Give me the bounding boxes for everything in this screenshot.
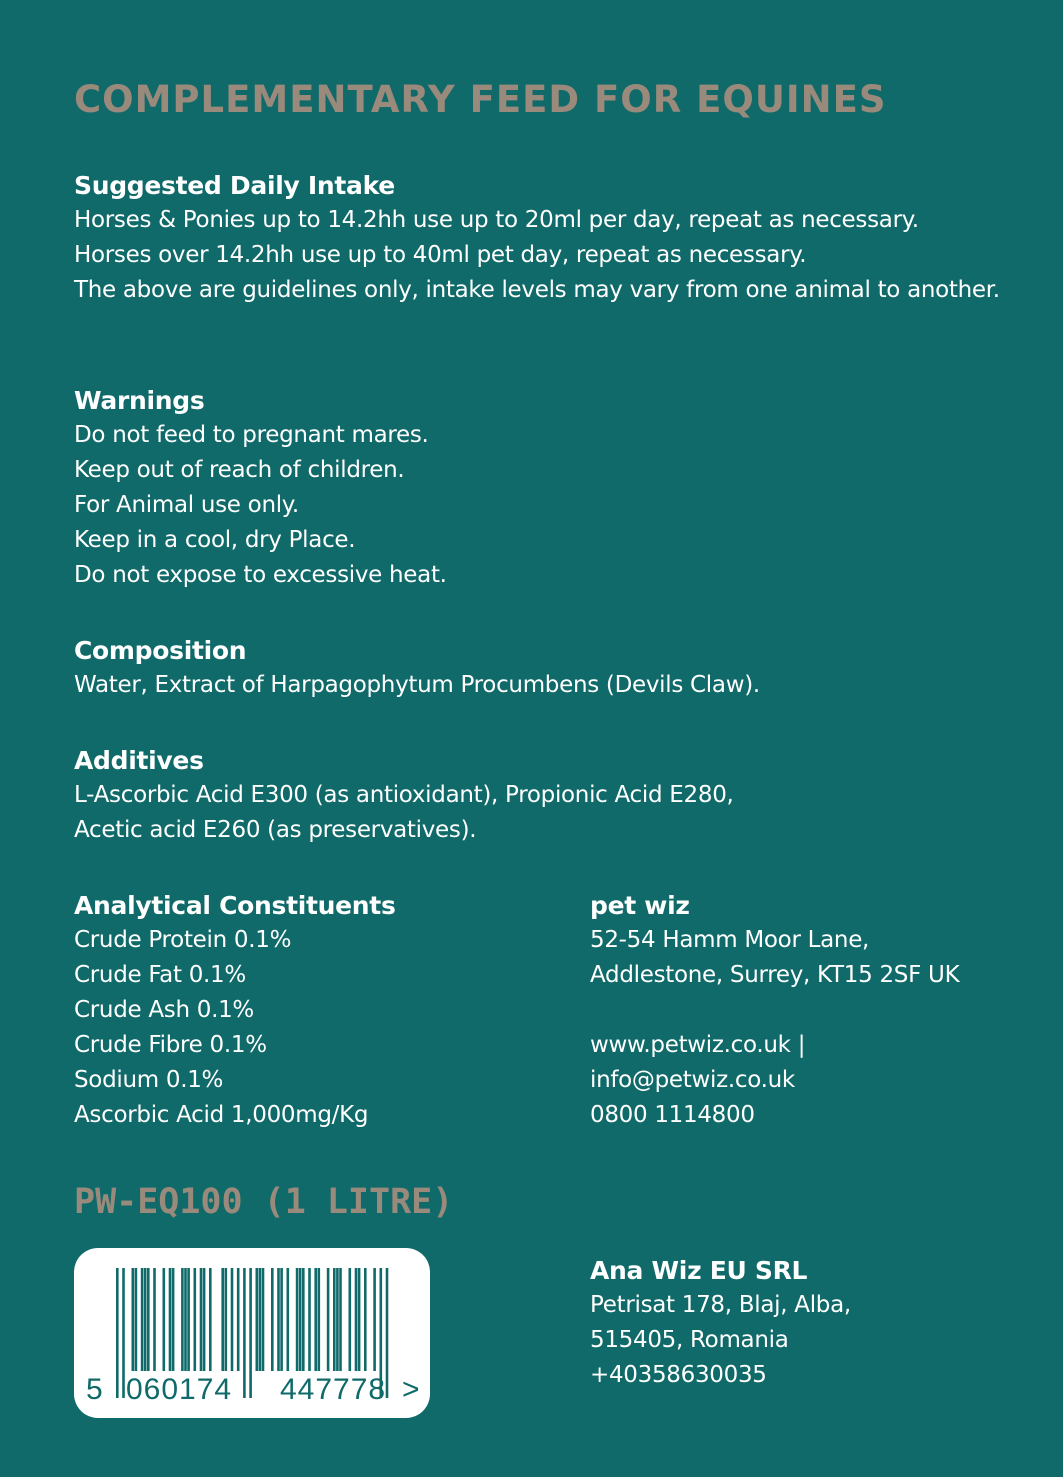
constituent-item: Ascorbic Acid 1,000mg/Kg [74,1102,369,1128]
barcode [74,1248,430,1418]
intake-heading: Suggested Daily Intake [74,171,395,200]
barcode-guard-bar [249,1268,252,1398]
barcode-bar [147,1268,150,1371]
constituent-item: Crude Protein 0.1% [74,927,292,953]
barcode-bar [259,1268,262,1371]
warning-item: Do not feed to pregnant mares. [74,422,429,448]
barcode-bar [184,1268,187,1371]
barcode-bar [231,1268,234,1371]
barcode-bar [169,1268,172,1371]
email-link[interactable]: info@petwiz.co.uk [590,1067,795,1093]
barcode-bar [135,1268,138,1371]
barcode-bar [339,1268,342,1371]
barcode-bar [358,1268,361,1371]
barcode-right-digits: 447778 [280,1373,387,1406]
barcode-bar [296,1268,299,1371]
barcode-bar [181,1268,184,1371]
barcode-bar [327,1268,330,1371]
barcode-bar [364,1268,367,1371]
address-line: Addlestone, Surrey, KT15 2SF UK [590,962,960,988]
barcode-bar [277,1268,280,1371]
barcode-bar [141,1268,144,1371]
barcode-bar [280,1268,283,1371]
address-line: 515405, Romania [590,1327,789,1353]
barcode-guard-bar [243,1268,246,1398]
barcode-bar [144,1268,147,1371]
composition-text: Water, Extract of Harpagophytum Procumbens (Devils Claw). [74,672,760,698]
barcode-bar [153,1268,156,1371]
barcode-bar [262,1268,265,1371]
additives-heading: Additives [74,746,204,775]
suggested-intake-section [74,168,1004,308]
barcode-bar [318,1268,321,1371]
barcode-bar [132,1268,135,1371]
phone-number: +40358630035 [590,1362,767,1388]
analytical-constituents-section [74,888,396,1133]
company-name: pet wiz [590,891,690,920]
eu-company-name: Ana Wiz EU SRL [590,1256,808,1285]
barcode-bar [349,1268,352,1371]
barcode-bar [172,1268,175,1371]
barcode-left-digits: 060174 [126,1373,233,1406]
intake-line-guidelines: The above are guidelines only, intake levels may vary from one animal to another. [74,277,1000,303]
intake-line-ponies: Horses & Ponies up to 14.2hh use up to 20ml per day, repeat as necessary. [74,207,919,233]
additives-section [74,743,734,848]
barcode-bar [336,1268,339,1371]
website-link[interactable]: www.petwiz.co.uk | [590,1032,806,1058]
composition-heading: Composition [74,636,247,665]
barcode-bar [237,1268,240,1371]
barcode-bar [355,1268,358,1371]
constituent-item: Crude Ash 0.1% [74,997,254,1023]
additives-line: Acetic acid E260 (as preservatives). [74,817,477,843]
barcode-bar [209,1268,212,1371]
address-line: 52-54 Hamm Moor Lane, [590,927,870,953]
barcode-bar [302,1268,305,1371]
barcode-bar [308,1268,311,1371]
barcode-bar [194,1268,197,1371]
warning-item: Keep in a cool, dry Place. [74,527,356,553]
warning-item: Do not expose to excessive heat. [74,562,447,588]
constituent-item: Crude Fibre 0.1% [74,1032,267,1058]
warnings-heading: Warnings [74,386,205,415]
additives-line: L-Ascorbic Acid E300 (as antioxidant), Propionic Acid E280, [74,782,734,808]
barcode-bar [225,1268,228,1371]
barcode-arrow: > [402,1373,421,1406]
page-title: COMPLEMENTARY FEED FOR EQUINES [74,78,887,121]
barcode-first-digit: 5 [86,1373,104,1406]
barcode-bar [314,1268,317,1371]
intake-line-horses: Horses over 14.2hh use up to 40ml pet day, repeat as necessary. [74,242,807,268]
barcode-bar [163,1268,166,1371]
barcode-bar [221,1268,224,1371]
barcode-bar [299,1268,302,1371]
barcode-bar [333,1268,336,1371]
barcode-bar [287,1268,290,1371]
composition-section [74,633,760,703]
product-code: PW-EQ100 (1 LITRE) [74,1182,454,1222]
constituent-item: Sodium 0.1% [74,1067,224,1093]
barcode-bar [271,1268,274,1371]
warnings-section [74,383,447,593]
phone-number: 0800 1114800 [590,1102,755,1128]
constituent-item: Crude Fat 0.1% [74,962,246,988]
company-address-uk [590,888,959,1133]
barcode-bar [203,1268,206,1371]
company-address-eu [590,1253,851,1393]
analytical-heading: Analytical Constituents [74,891,396,920]
barcode-bar [200,1268,203,1371]
barcode-guard-bar [116,1268,119,1398]
barcode-bar [256,1268,259,1371]
warning-item: For Animal use only. [74,492,299,518]
warning-item: Keep out of reach of children. [74,457,405,483]
barcode-guard-bar [122,1268,125,1398]
barcode-bar [187,1268,190,1371]
barcode-bar [373,1268,376,1371]
address-line: Petrisat 178, Blaj, Alba, [590,1292,851,1318]
